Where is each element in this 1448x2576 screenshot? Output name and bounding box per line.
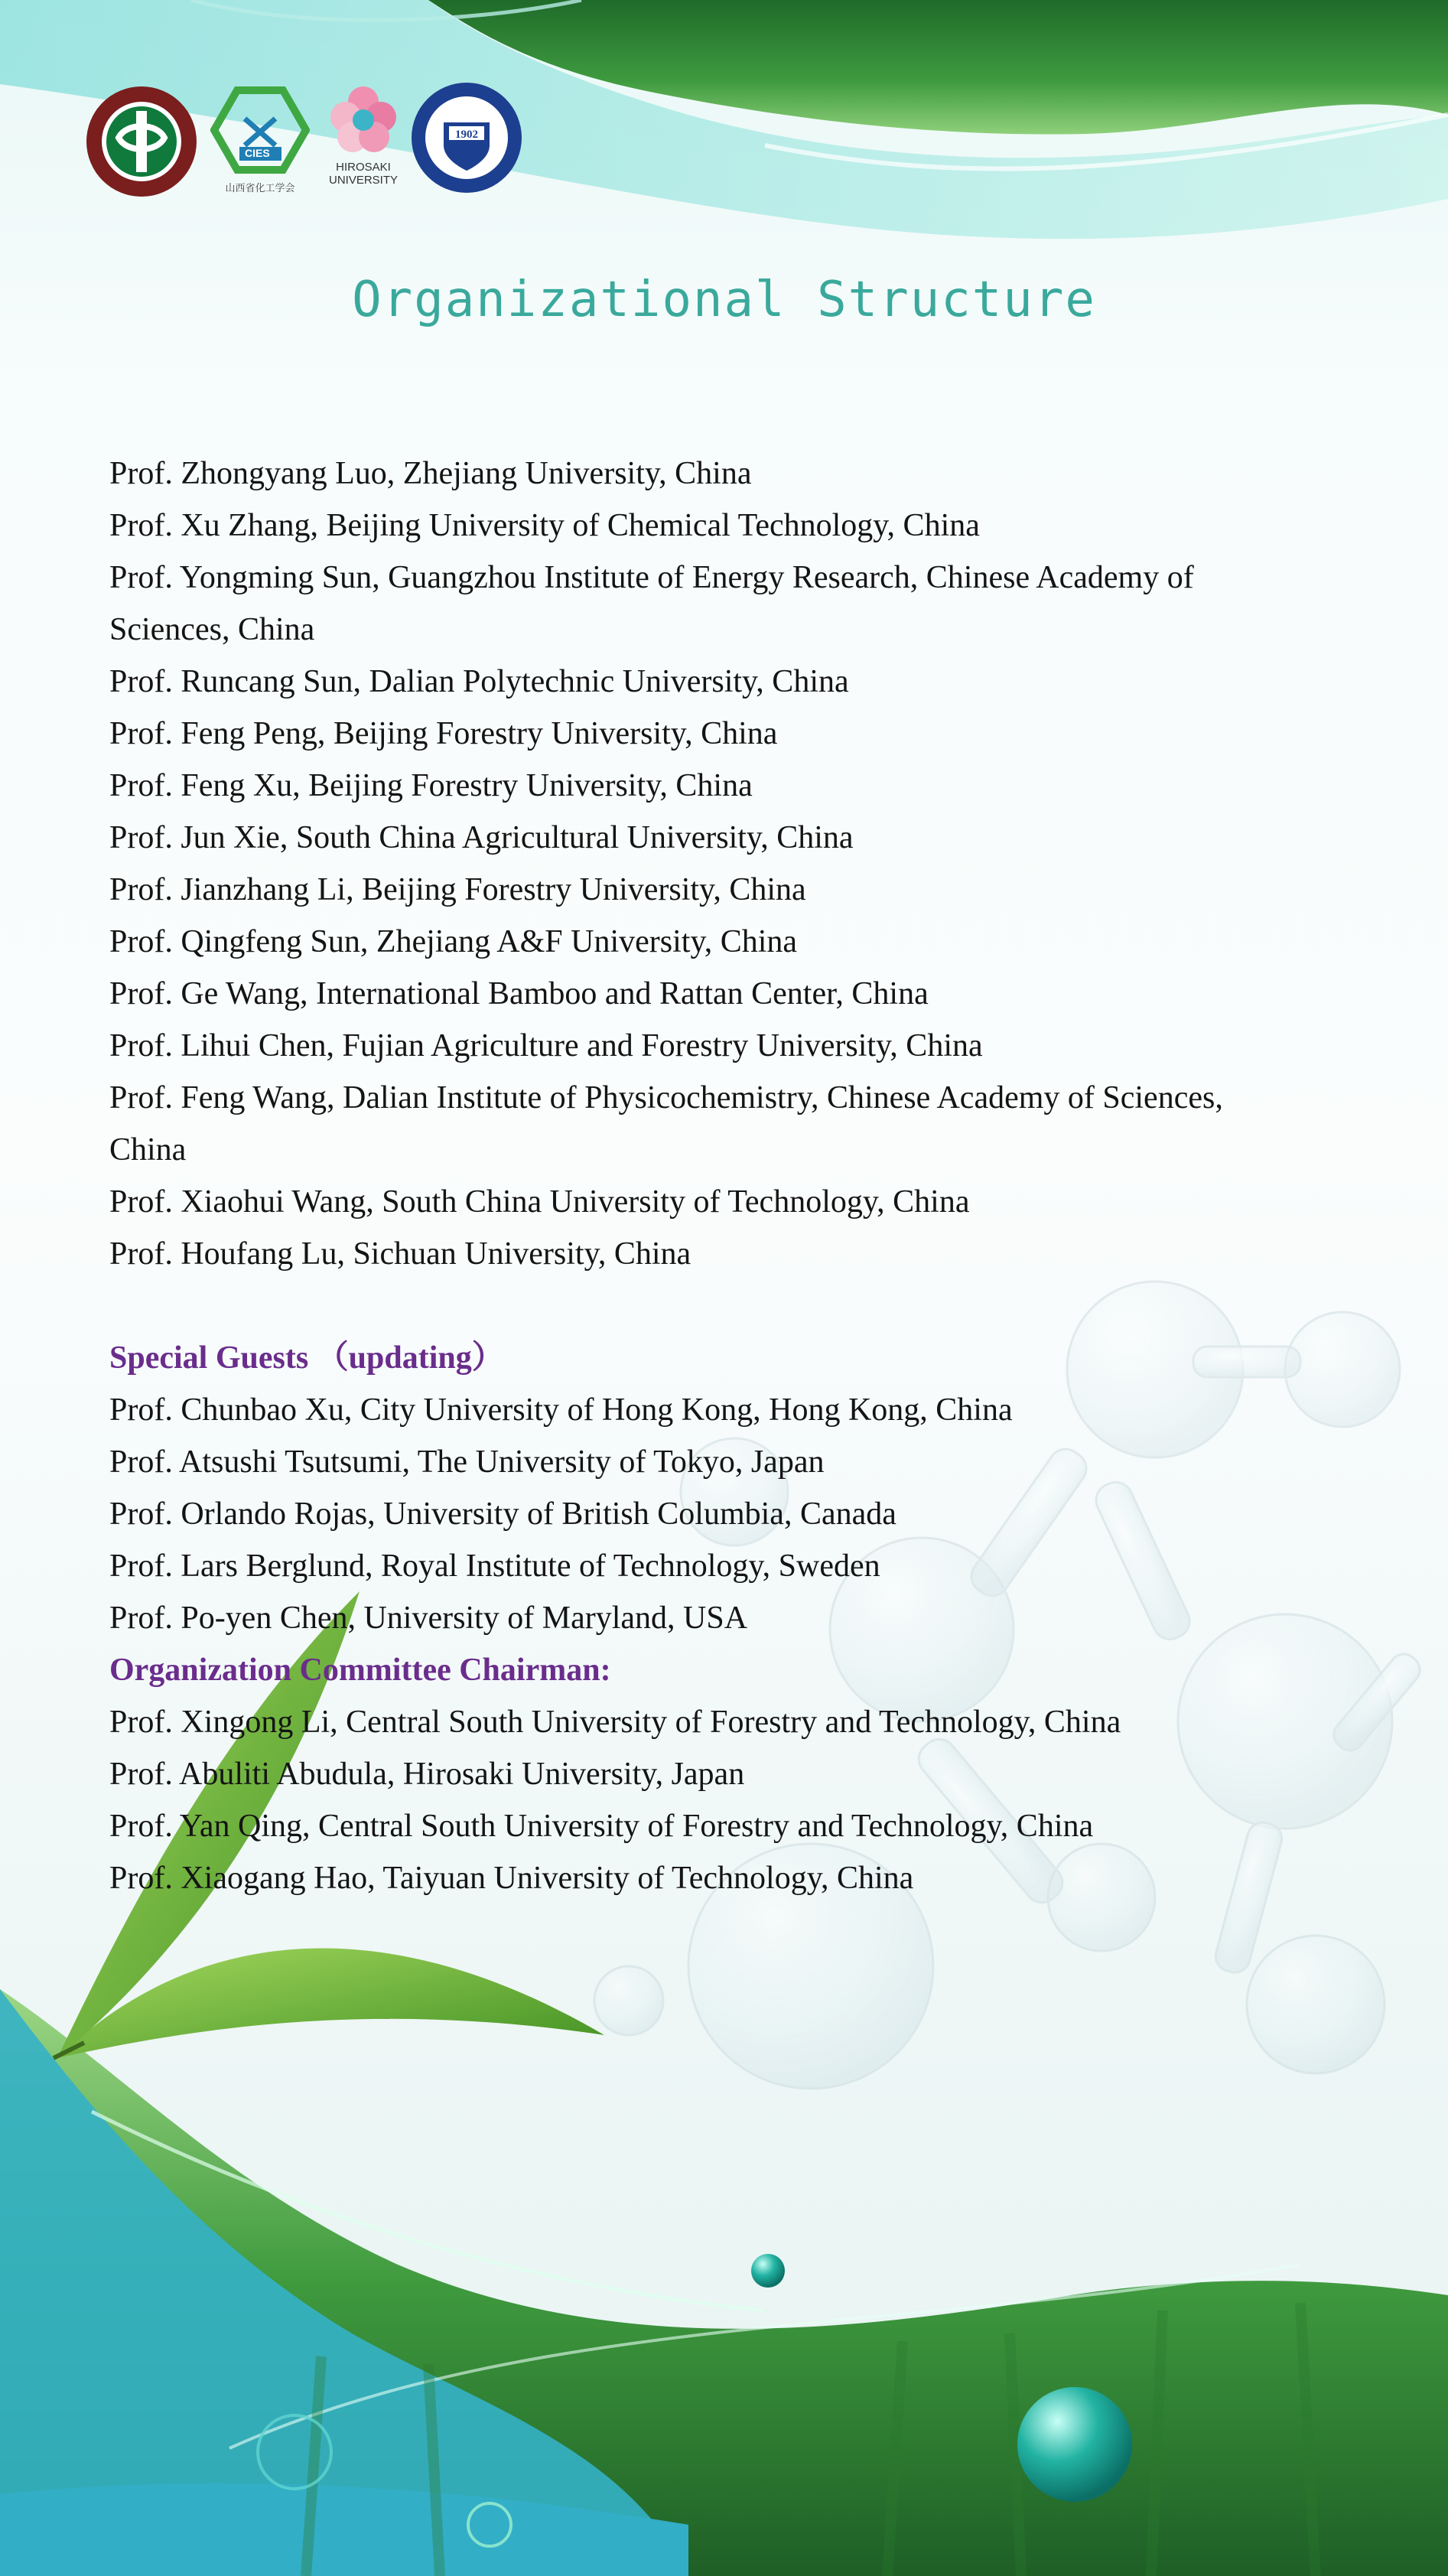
- committee-member: Prof. Yongming Sun, Guangzhou Institute of Energy Research, Chinese Academy of: [109, 560, 1194, 595]
- committee-list: [109, 448, 1303, 1280]
- taiyuan-year: 1902: [455, 129, 478, 141]
- committee-member: Prof. Qingfeng Sun, Zhejiang A&F University, China: [109, 924, 798, 959]
- organization-committee-member: Prof. Xingong Li, Central South University of Forestry and Technology, China: [109, 1705, 1121, 1740]
- committee-member: Prof. Feng Xu, Beijing Forestry University, China: [109, 768, 753, 803]
- organization-committee-member: Prof. Abuliti Abudula, Hirosaki University, Japan: [109, 1757, 745, 1792]
- committee-member: Prof. Xu Zhang, Beijing University of Chemical Technology, China: [109, 508, 980, 543]
- committee-member: Prof. Jianzhang Li, Beijing Forestry University, China: [109, 872, 806, 907]
- committee-member: Prof. Jun Xie, South China Agricultural University, China: [109, 820, 854, 855]
- content-body: [109, 448, 1303, 1904]
- organization-committee-member: Prof. Xiaogang Hao, Taiyuan University of Technology, China: [109, 1861, 914, 1896]
- section-spacer: [109, 1280, 1303, 1332]
- page-title: Organizational Structure: [352, 272, 1096, 328]
- committee-member: Prof. Runcang Sun, Dalian Polytechnic University, China: [109, 664, 849, 699]
- special-guests-heading: Special Guests （updating）: [109, 1340, 504, 1376]
- committee-member: Prof. Feng Peng, Beijing Forestry University, China: [109, 716, 778, 751]
- special-guest: Prof. Po-yen Chen, University of Maryland, USA: [109, 1601, 748, 1636]
- hirosaki-logo: [321, 80, 405, 203]
- logo-row: [84, 77, 543, 207]
- organization-committee-heading: Organization Committee Chairman:: [109, 1653, 611, 1688]
- committee-member: Prof. Feng Wang, Dalian Institute of Physicochemistry, Chinese Academy of Sciences,: [109, 1080, 1223, 1115]
- sakura-icon: [325, 80, 402, 157]
- committee-member-continued: Sciences, China: [109, 612, 315, 647]
- cies-caption: 山西省化工学会: [225, 183, 295, 194]
- taiyuan-logo-icon: [409, 80, 524, 195]
- special-guest: Prof. Orlando Rojas, University of British Columbia, Canada: [109, 1496, 896, 1532]
- committee-member: Prof. Lihui Chen, Fujian Agriculture and Forestry University, China: [109, 1028, 983, 1063]
- committee-member: Prof. Zhongyang Luo, Zhejiang University, China: [109, 456, 752, 491]
- organization-committee-member: Prof. Yan Qing, Central South University of Forestry and Technology, China: [109, 1809, 1094, 1844]
- committee-member: Prof. Houfang Lu, Sichuan University, China: [109, 1236, 691, 1272]
- cies-logo: [210, 84, 310, 203]
- special-guest: Prof. Chunbao Xu, City University of Hong Kong, Hong Kong, China: [109, 1392, 1013, 1428]
- hirosaki-caption-2: UNIVERSITY: [328, 174, 398, 187]
- special-guests-section: [109, 1332, 1303, 1644]
- csuft-logo-icon: [84, 84, 199, 199]
- committee-member: Prof. Xiaohui Wang, South China University of Technology, China: [109, 1184, 970, 1220]
- organization-committee-section: [109, 1644, 1303, 1904]
- special-guest: Prof. Atsushi Tsutsumi, The University of Tokyo, Japan: [109, 1444, 825, 1480]
- cies-badge-text: CIES: [245, 147, 270, 159]
- committee-member: Prof. Ge Wang, International Bamboo and Rattan Center, China: [109, 976, 929, 1011]
- hirosaki-caption-1: HIROSAKI: [336, 161, 391, 174]
- committee-member-continued: China: [109, 1132, 187, 1168]
- cies-hexagon-icon: [210, 84, 310, 176]
- special-guest: Prof. Lars Berglund, Royal Institute of Technology, Sweden: [109, 1549, 880, 1584]
